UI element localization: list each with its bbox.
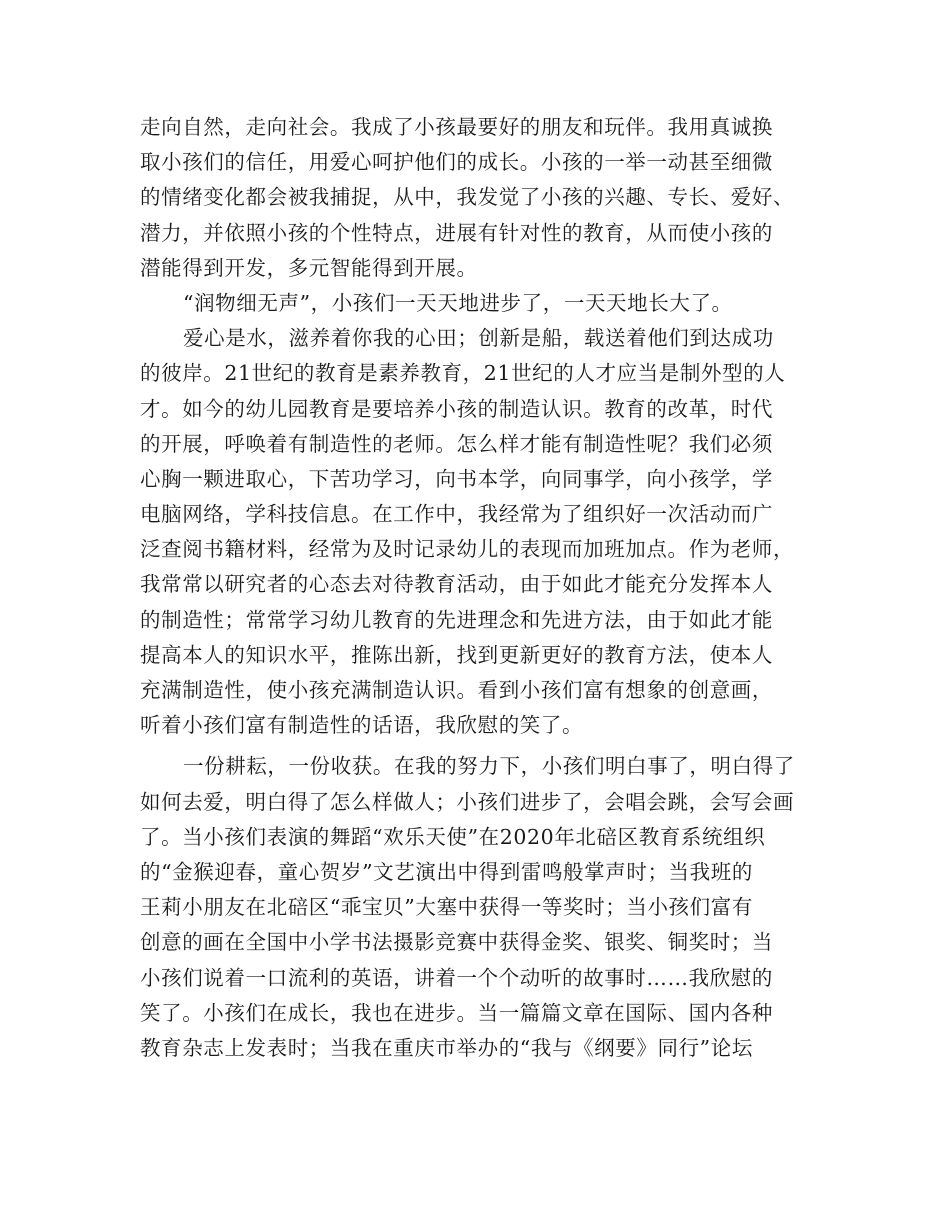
paragraph [140,110,830,286]
paragraph [140,749,830,1066]
text-line: 的开展，呼唤着有制造性的老师。怎么样才能有制造性呢？我们必须 [140,431,773,456]
text-line: 创意的画在全国中小学书法摄影竞赛中获得金奖、银奖、铜奖时；当 [140,930,773,955]
text-line: 一份耕耘，一份收获。在我的努力下，小孩们明白事了，明白得了 [183,754,795,779]
paragraph [140,286,830,321]
text-line: 电脑网络，学科技信息。在工作中，我经常为了组织好一次活动而广 [140,502,773,527]
text-line: 才。如今的幼儿园教育是要培养小孩的制造认识。教育的改革，时代 [140,396,773,421]
text-line: 潜能得到开发，多元智能得到开展。 [140,255,478,280]
text-line: 如何去爱，明白得了怎么样做人；小孩们进步了，会唱会跳，会写会画 [140,789,795,814]
paragraph [140,321,830,743]
text-line: 我常常以研究者的心态去对待教育活动，由于如此才能充分发挥本人 [140,572,773,597]
text-line: 走向自然，走向社会。我成了小孩最要好的朋友和玩伴。我用真诚换 [140,115,773,139]
text-line: 充满制造性，使小孩充满制造认识。看到小孩们富有想象的创意画， [140,678,773,702]
text-line: 的“金猴迎春，童心贺岁”文艺演出中得到雷鸣般掌声时；当我班的 [140,859,753,884]
text-line: “润物细无声”，小孩们一天天地进步了，一天天地长大了。 [183,290,733,315]
text-line: 的彼岸。21世纪的教育是素养教育，21世纪的人才应当是制外型的人 [140,361,786,386]
text-line: 教育杂志上发表时；当我在重庆市举办的“我与《纲要》同行”论坛 [140,1035,753,1060]
text-line: 心胸一颗进取心，下苦功学习，向书本学，向同事学，向小孩学，学 [140,466,773,491]
text-line: 王莉小朋友在北碚区“乖宝贝”大塞中获得一等奖时；当小孩们富有 [140,895,753,920]
text-line: 笑了。小孩们在成长，我也在进步。当一篇篇文章在国际、国内各种 [140,1000,773,1025]
text-line: 潜力，并依照小孩的个性特点，进展有针对性的教育，从而使小孩的 [140,220,773,245]
text-line: 爱心是水，滋养着你我的心田；创新是船，载送着他们到达成功 [183,326,774,351]
text-line: 了。当小孩们表演的舞蹈“欢乐天使”在2020年北碚区教育系统组织 [140,824,766,849]
text-line: 的制造性；常常学习幼儿教育的先进理念和先进方法，由于如此才能 [140,607,773,632]
text-line: 提高本人的知识水平，推陈出新，找到更新更好的教育方法，使本人 [140,642,773,667]
text-line: 听着小孩们富有制造性的话语，我欣慰的笑了。 [140,713,584,738]
text-line: 的情绪变化都会被我捕捉，从中，我发觉了小孩的兴趣、专长、爱好、 [140,185,795,210]
document-body [140,110,830,1066]
text-line: 小孩们说着一口流利的英语，讲着一个个动听的故事时……我欣慰的 [140,965,773,990]
text-line: 取小孩们的信任，用爱心呵护他们的成长。小孩的一举一动甚至细微 [140,150,773,175]
text-line: 泛查阅书籍材料，经常为及时记录幼儿的表现而加班加点。作为老师， [140,537,795,562]
